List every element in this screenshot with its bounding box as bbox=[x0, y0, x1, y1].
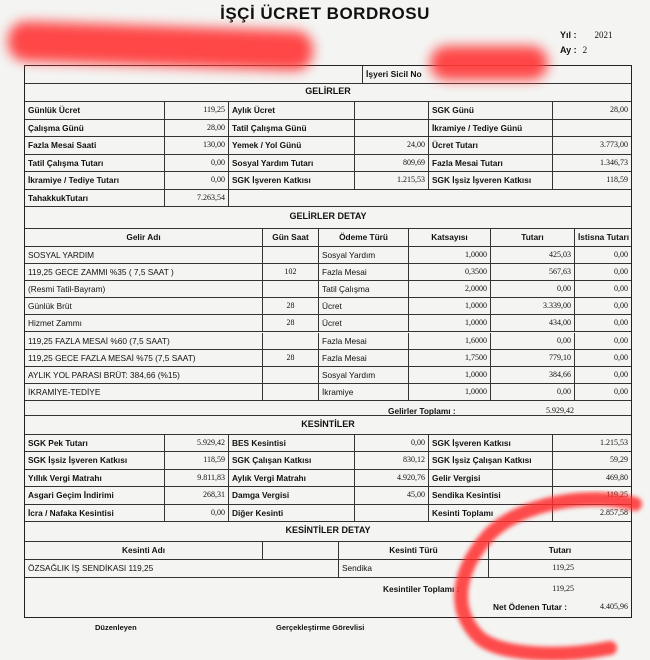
gelirler-value: 1.215,53 bbox=[355, 172, 429, 189]
gelirler-heading: GELİRLER bbox=[305, 86, 351, 96]
gelirler-value bbox=[355, 102, 429, 119]
table-cell: 0,00 bbox=[614, 386, 628, 396]
table-cell: Ücret bbox=[319, 315, 409, 331]
kesinti-type: Sendika bbox=[339, 560, 489, 577]
gelirler-value: 0,00 bbox=[165, 155, 229, 172]
gelirler-label: İkramiye / Tediye Tutarı bbox=[25, 172, 165, 189]
gelirler-label: Sosyal Yardım Tutarı bbox=[229, 155, 355, 172]
employer-reg-label: İşyeri Sicil No bbox=[366, 69, 422, 79]
table-cell: Ücret bbox=[319, 298, 409, 314]
kesinti-label: Aylık Vergi Matrahı bbox=[229, 470, 355, 486]
gelirler-label: Günlük Ücret bbox=[25, 102, 165, 119]
gelirler-label: Aylık Ücret bbox=[229, 102, 355, 119]
table-row bbox=[25, 298, 631, 315]
gelirler-value: 28,00 bbox=[165, 120, 229, 137]
kesinti-label: SGK Çalışan Katkısı bbox=[229, 452, 355, 468]
redaction-mark bbox=[430, 46, 548, 80]
gelirler-value: 28,00 bbox=[610, 105, 628, 114]
table-cell: 119,25 GECE FAZLA MESAİ %75 (7,5 SAAT) bbox=[25, 350, 263, 366]
kesinti-value: 268,31 bbox=[165, 487, 229, 503]
kesinti-amount: 119,25 bbox=[552, 563, 574, 572]
kesintiler-detay-heading: KESİNTİLER DETAY bbox=[285, 525, 371, 535]
table-cell: 0,00 bbox=[614, 352, 628, 362]
table-cell bbox=[263, 247, 319, 263]
kesintiler-total-value: 119,25 bbox=[552, 584, 574, 593]
gelirler-label: Çalışma Günü bbox=[25, 120, 165, 137]
gelirler-label: SGK İşveren Katkısı bbox=[229, 172, 355, 189]
kesinti-value: 59,29 bbox=[610, 455, 628, 465]
table-row bbox=[25, 315, 631, 332]
table-cell: AYLIK YOL PARASI BRÜT: 384,66 (%15) bbox=[25, 367, 263, 383]
table-row bbox=[25, 384, 631, 401]
gelirler-value bbox=[355, 120, 429, 137]
table-cell: 2,0000 bbox=[409, 281, 491, 297]
gelirler-label: İkramiye / Tediye Günü bbox=[429, 120, 553, 137]
table-cell: 1,0000 bbox=[409, 298, 491, 314]
kesintiler-heading-row bbox=[25, 415, 631, 435]
prepared-by-label: Düzenleyen bbox=[95, 623, 137, 632]
gelirler-value: 7.263,54 bbox=[165, 190, 229, 207]
table-cell: 434,00 bbox=[491, 315, 575, 331]
page-title: İŞÇİ ÜCRET BORDROSU bbox=[220, 4, 430, 23]
table-cell: 1,0000 bbox=[409, 367, 491, 383]
kesinti-value: 4.920,76 bbox=[355, 470, 429, 486]
table-cell: 1,0000 bbox=[409, 247, 491, 263]
table-cell: 0,00 bbox=[491, 281, 575, 297]
gelirler-value: 3.773,00 bbox=[600, 140, 628, 149]
table-cell: Fazla Mesai bbox=[319, 333, 409, 349]
table-cell: 119,25 GECE ZAMMI %35 ( 7,5 SAAT ) bbox=[25, 264, 263, 280]
table-row bbox=[25, 560, 631, 578]
gelirler-label: SGK Günü bbox=[429, 102, 553, 119]
month-value: 2 bbox=[582, 45, 588, 55]
table-cell: Sosyal Yardım bbox=[319, 247, 409, 263]
kesinti-label: İcra / Nafaka Kesintisi bbox=[25, 505, 165, 521]
kesinti-label: Gelir Vergisi bbox=[429, 470, 553, 486]
table-cell: 0,3500 bbox=[409, 264, 491, 280]
gelirler-value: 118,59 bbox=[606, 175, 628, 184]
payroll-table bbox=[24, 65, 632, 618]
kesinti-col-amount: Tutarı bbox=[548, 545, 572, 555]
net-row bbox=[25, 599, 631, 617]
table-cell: 425,03 bbox=[491, 247, 575, 263]
year-value: 2021 bbox=[594, 30, 613, 40]
table-cell: 0,00 bbox=[491, 384, 575, 400]
table-row bbox=[25, 247, 631, 264]
kesinti-col-type: Kesinti Türü bbox=[339, 542, 489, 559]
table-cell: 1,6000 bbox=[409, 333, 491, 349]
column-header: Ödeme Türü bbox=[319, 229, 409, 246]
table-cell: İkramiye bbox=[319, 384, 409, 400]
kesintiler-row bbox=[25, 487, 631, 504]
redaction-mark bbox=[7, 21, 313, 72]
kesintiler-heading: KESİNTİLER bbox=[301, 419, 355, 429]
kesinti-value: 830,12 bbox=[355, 452, 429, 468]
kesinti-label: Kesinti Toplamı bbox=[429, 505, 553, 521]
table-cell bbox=[263, 367, 319, 383]
kesintiler-row bbox=[25, 452, 631, 469]
table-cell: 28 bbox=[263, 350, 319, 366]
month-label: Ay : bbox=[560, 45, 577, 55]
gelirler-row bbox=[25, 155, 631, 173]
table-cell bbox=[263, 384, 319, 400]
gelirler-label: Tatil Çalışma Günü bbox=[229, 120, 355, 137]
table-cell: 1,0000 bbox=[409, 384, 491, 400]
table-cell: 1,7500 bbox=[409, 350, 491, 366]
kesinti-label: BES Kesintisi bbox=[229, 435, 355, 451]
month-field bbox=[560, 45, 587, 55]
kesinti-label: Asgari Geçim İndirimi bbox=[25, 487, 165, 503]
kesinti-value: 0,00 bbox=[355, 435, 429, 451]
gelirler-detay-heading: GELİRLER DETAY bbox=[289, 211, 367, 221]
gelirler-detay-header-row bbox=[25, 229, 631, 247]
kesinti-value: 118,59 bbox=[165, 452, 229, 468]
kesinti-label: SGK İşsiz İşveren Katkısı bbox=[25, 452, 165, 468]
table-cell: 0,00 bbox=[614, 284, 628, 294]
kesinti-name: ÖZSAĞLIK İŞ SENDİKASI 119,25 bbox=[25, 560, 339, 577]
table-cell: İKRAMİYE-TEDİYE bbox=[25, 384, 263, 400]
gelirler-label: Fazla Mesai Saati bbox=[25, 137, 165, 154]
table-row bbox=[25, 333, 631, 350]
table-cell: 28 bbox=[263, 298, 319, 314]
table-cell: (Resmi Tatil-Bayram) bbox=[25, 281, 263, 297]
kesinti-value: 9.811,83 bbox=[165, 470, 229, 486]
table-cell: 119,25 FAZLA MESAİ %60 (7,5 SAAT) bbox=[25, 333, 263, 349]
table-cell: 1,0000 bbox=[409, 315, 491, 331]
table-cell: 0,00 bbox=[614, 267, 628, 277]
table-cell: 779,10 bbox=[491, 350, 575, 366]
gelirler-value bbox=[553, 120, 631, 137]
kesinti-label: SGK İşsiz Çalışan Katkısı bbox=[429, 452, 553, 468]
kesinti-label: Diğer Kesinti bbox=[229, 505, 355, 521]
kesintiler-detay-header-row bbox=[25, 542, 631, 560]
kesinti-col-name: Kesinti Adı bbox=[25, 542, 263, 559]
gelirler-total-value: 5.929,42 bbox=[546, 406, 574, 415]
officer-label: Gerçekleştirme Görevlisi bbox=[276, 623, 365, 632]
table-cell: 0,00 bbox=[614, 301, 628, 311]
column-header: Gün Saat bbox=[263, 229, 319, 246]
table-cell: Günlük Brüt bbox=[25, 298, 263, 314]
table-row bbox=[25, 367, 631, 384]
gelirler-value: 24,00 bbox=[355, 137, 429, 154]
column-header: Tutarı bbox=[491, 229, 575, 246]
kesinti-label: Damga Vergisi bbox=[229, 487, 355, 503]
kesintiler-row bbox=[25, 505, 631, 522]
table-cell: 0,00 bbox=[614, 369, 628, 379]
kesinti-value: 0,00 bbox=[165, 505, 229, 521]
year-label: Yıl : bbox=[560, 30, 577, 40]
kesinti-value: 469,80 bbox=[606, 472, 628, 482]
column-header: İstisna Tutarı bbox=[578, 232, 630, 242]
kesintiler-row bbox=[25, 470, 631, 487]
kesintiler-detay-heading-row bbox=[25, 522, 631, 542]
table-cell: 0,00 bbox=[614, 335, 628, 345]
gelirler-row bbox=[25, 102, 631, 120]
year-field bbox=[560, 30, 613, 40]
gelirler-row bbox=[25, 172, 631, 190]
kesinti-value: 45,00 bbox=[355, 487, 429, 503]
table-cell: 0,00 bbox=[614, 250, 628, 259]
kesintiler-total-label: Kesintiler Toplamı : bbox=[383, 584, 460, 594]
table-cell: 567,63 bbox=[491, 264, 575, 280]
kesinti-label: Yıllık Vergi Matrahı bbox=[25, 470, 165, 486]
table-cell: 3.339,00 bbox=[491, 298, 575, 314]
gelirler-detay-heading-row bbox=[25, 207, 631, 229]
table-cell: Tatil Çalışma bbox=[319, 281, 409, 297]
gelirler-label: Fazla Mesai Tutarı bbox=[429, 155, 553, 172]
gelirler-row bbox=[25, 190, 631, 208]
table-cell bbox=[263, 333, 319, 349]
table-cell: SOSYAL YARDIM bbox=[25, 247, 263, 263]
kesinti-label: SGK İşveren Katkısı bbox=[429, 435, 553, 451]
table-cell: Fazla Mesai bbox=[319, 350, 409, 366]
gelirler-value: 130,00 bbox=[165, 137, 229, 154]
kesintiler-row bbox=[25, 435, 631, 452]
kesinti-value: 119,25 bbox=[606, 490, 628, 500]
kesinti-value: 2.857,58 bbox=[600, 507, 628, 517]
kesinti-value: 1.215,53 bbox=[600, 438, 628, 447]
table-cell: 0,00 bbox=[491, 333, 575, 349]
column-header: Gelir Adı bbox=[25, 229, 263, 246]
gelirler-value: 1.346,73 bbox=[600, 157, 628, 167]
gelirler-label: SGK İşsiz İşveren Katkısı bbox=[429, 172, 553, 189]
gelirler-label: Ücret Tutarı bbox=[429, 137, 553, 154]
table-row bbox=[25, 264, 631, 281]
gelirler-label: TahakkukTutarı bbox=[25, 190, 165, 207]
gelirler-label: Tatil Çalışma Tutarı bbox=[25, 155, 165, 172]
net-label: Net Ödenen Tutar : bbox=[493, 602, 568, 612]
gelirler-heading-row bbox=[25, 84, 631, 102]
gelirler-value: 0,00 bbox=[165, 172, 229, 189]
kesinti-label: Sendika Kesintisi bbox=[429, 487, 553, 503]
kesinti-label: SGK Pek Tutarı bbox=[25, 435, 165, 451]
kesinti-value bbox=[355, 505, 429, 521]
table-cell: 384,66 bbox=[491, 367, 575, 383]
kesinti-value: 5.929,42 bbox=[165, 435, 229, 451]
table-row bbox=[25, 350, 631, 367]
gelirler-label: Yemek / Yol Günü bbox=[229, 137, 355, 154]
gelirler-value: 119,25 bbox=[165, 102, 229, 119]
table-cell: 102 bbox=[263, 264, 319, 280]
table-cell bbox=[263, 281, 319, 297]
table-cell: Fazla Mesai bbox=[319, 264, 409, 280]
gelirler-value: 809,69 bbox=[355, 155, 429, 172]
gelirler-row bbox=[25, 120, 631, 138]
gelirler-row bbox=[25, 137, 631, 155]
table-cell: Sosyal Yardım bbox=[319, 367, 409, 383]
column-header: Katsayısı bbox=[409, 229, 491, 246]
table-cell: Hizmet Zammı bbox=[25, 315, 263, 331]
net-value: 4.405,96 bbox=[600, 602, 628, 611]
table-cell: 28 bbox=[263, 315, 319, 331]
kesintiler-total-row bbox=[25, 581, 631, 597]
table-cell: 0,00 bbox=[614, 318, 628, 328]
table-row bbox=[25, 281, 631, 298]
gelirler-total-label: Gelirler Toplamı : bbox=[388, 406, 456, 416]
